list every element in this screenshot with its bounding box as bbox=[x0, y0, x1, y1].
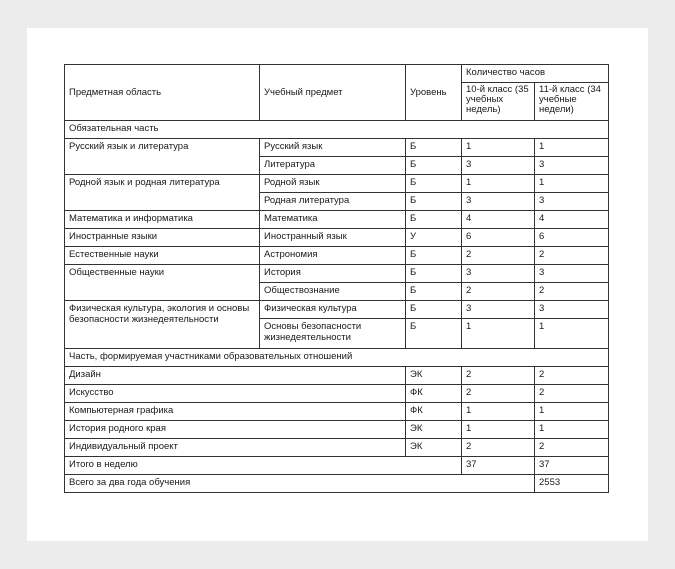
table-row bbox=[65, 421, 609, 439]
hours-11-cell: 2 bbox=[535, 283, 609, 301]
hours-10-cell: 4 bbox=[462, 211, 535, 229]
header-row bbox=[65, 65, 609, 83]
curriculum-table bbox=[64, 64, 609, 493]
grand-total-label: Всего за два года обучения bbox=[65, 475, 535, 493]
hours-11-cell: 2 bbox=[535, 247, 609, 265]
area-cell: Иностранные языки bbox=[65, 229, 260, 247]
section-required: Обязательная часть bbox=[65, 121, 609, 139]
header-hours: Количество часов bbox=[462, 65, 609, 83]
subject-cell: Родная литература bbox=[260, 193, 406, 211]
table-row bbox=[65, 139, 609, 157]
subject-cell: История родного края bbox=[65, 421, 406, 439]
hours-10-cell: 1 bbox=[462, 421, 535, 439]
subject-cell: Индивидуальный проект bbox=[65, 439, 406, 457]
hours-10-cell: 3 bbox=[462, 157, 535, 175]
area-cell: Естественные науки bbox=[65, 247, 260, 265]
hours-11-cell: 1 bbox=[535, 139, 609, 157]
level-cell: ФК bbox=[406, 403, 462, 421]
level-cell: Б bbox=[406, 247, 462, 265]
hours-11-cell: 3 bbox=[535, 301, 609, 319]
hours-10-cell: 2 bbox=[462, 385, 535, 403]
table-row bbox=[65, 247, 609, 265]
subject-cell: История bbox=[260, 265, 406, 283]
table-row bbox=[65, 301, 609, 319]
hours-11-cell: 1 bbox=[535, 175, 609, 193]
weekly-total-row bbox=[65, 457, 609, 475]
table-row bbox=[65, 229, 609, 247]
section-row bbox=[65, 121, 609, 139]
hours-11-cell: 3 bbox=[535, 193, 609, 211]
hours-11-cell: 3 bbox=[535, 157, 609, 175]
table-row bbox=[65, 211, 609, 229]
subject-cell: Русский язык bbox=[260, 139, 406, 157]
hours-11-cell: 1 bbox=[535, 421, 609, 439]
subject-cell: Дизайн bbox=[65, 367, 406, 385]
hours-11-cell: 3 bbox=[535, 265, 609, 283]
level-cell: Б bbox=[406, 211, 462, 229]
level-cell: ЭК bbox=[406, 421, 462, 439]
subject-cell: Родной язык bbox=[260, 175, 406, 193]
subject-cell: Литература bbox=[260, 157, 406, 175]
level-cell: Б bbox=[406, 265, 462, 283]
hours-10-cell: 1 bbox=[462, 139, 535, 157]
hours-10-cell: 3 bbox=[462, 193, 535, 211]
hours-11-cell: 2 bbox=[535, 439, 609, 457]
hours-11-cell: 2 bbox=[535, 367, 609, 385]
hours-11-cell: 6 bbox=[535, 229, 609, 247]
subject-cell: Астрономия bbox=[260, 247, 406, 265]
level-cell: Б bbox=[406, 283, 462, 301]
hours-11-cell: 1 bbox=[535, 319, 609, 349]
weekly-total-11: 37 bbox=[535, 457, 609, 475]
header-grade-10: 10-й класс (35 учебных недель) bbox=[462, 83, 535, 121]
level-cell: Б bbox=[406, 319, 462, 349]
level-cell: Б bbox=[406, 157, 462, 175]
header-grade-11: 11-й класс (34 учебные недели) bbox=[535, 83, 609, 121]
hours-10-cell: 3 bbox=[462, 301, 535, 319]
table-row bbox=[65, 439, 609, 457]
level-cell: ЭК bbox=[406, 367, 462, 385]
hours-11-cell: 1 bbox=[535, 403, 609, 421]
subject-cell: Математика bbox=[260, 211, 406, 229]
level-cell: Б bbox=[406, 175, 462, 193]
area-cell: Общественные науки bbox=[65, 265, 260, 301]
subject-cell: Компьютерная графика bbox=[65, 403, 406, 421]
area-cell: Родной язык и родная литература bbox=[65, 175, 260, 211]
hours-11-cell: 2 bbox=[535, 385, 609, 403]
area-cell: Физическая культура, экология и основы безопасности жизнедеятельности bbox=[65, 301, 260, 349]
hours-10-cell: 2 bbox=[462, 367, 535, 385]
section-row bbox=[65, 349, 609, 367]
table-row bbox=[65, 367, 609, 385]
weekly-total-10: 37 bbox=[462, 457, 535, 475]
hours-11-cell: 4 bbox=[535, 211, 609, 229]
hours-10-cell: 3 bbox=[462, 265, 535, 283]
header-level: Уровень bbox=[406, 65, 462, 121]
subject-cell: Основы безопасности жизнедеятельности bbox=[260, 319, 406, 349]
document-page bbox=[27, 28, 648, 541]
grand-total-value: 2553 bbox=[535, 475, 609, 493]
table-row bbox=[65, 385, 609, 403]
hours-10-cell: 2 bbox=[462, 283, 535, 301]
subject-cell: Физическая культура bbox=[260, 301, 406, 319]
level-cell: Б bbox=[406, 139, 462, 157]
table-row bbox=[65, 265, 609, 283]
header-subject: Учебный предмет bbox=[260, 65, 406, 121]
hours-10-cell: 1 bbox=[462, 175, 535, 193]
section-optional: Часть, формируемая участниками образовательных отношений bbox=[65, 349, 609, 367]
hours-10-cell: 2 bbox=[462, 247, 535, 265]
level-cell: ФК bbox=[406, 385, 462, 403]
weekly-total-label: Итого в неделю bbox=[65, 457, 462, 475]
level-cell: Б bbox=[406, 301, 462, 319]
area-cell: Математика и информатика bbox=[65, 211, 260, 229]
area-cell: Русский язык и литература bbox=[65, 139, 260, 175]
hours-10-cell: 1 bbox=[462, 319, 535, 349]
subject-cell: Иностранный язык bbox=[260, 229, 406, 247]
subject-cell: Искусство bbox=[65, 385, 406, 403]
subject-cell: Обществознание bbox=[260, 283, 406, 301]
hours-10-cell: 1 bbox=[462, 403, 535, 421]
table-row bbox=[65, 403, 609, 421]
header-area: Предметная область bbox=[65, 65, 260, 121]
level-cell: Б bbox=[406, 193, 462, 211]
level-cell: У bbox=[406, 229, 462, 247]
table-row bbox=[65, 175, 609, 193]
hours-10-cell: 6 bbox=[462, 229, 535, 247]
level-cell: ЭК bbox=[406, 439, 462, 457]
grand-total-row bbox=[65, 475, 609, 493]
hours-10-cell: 2 bbox=[462, 439, 535, 457]
